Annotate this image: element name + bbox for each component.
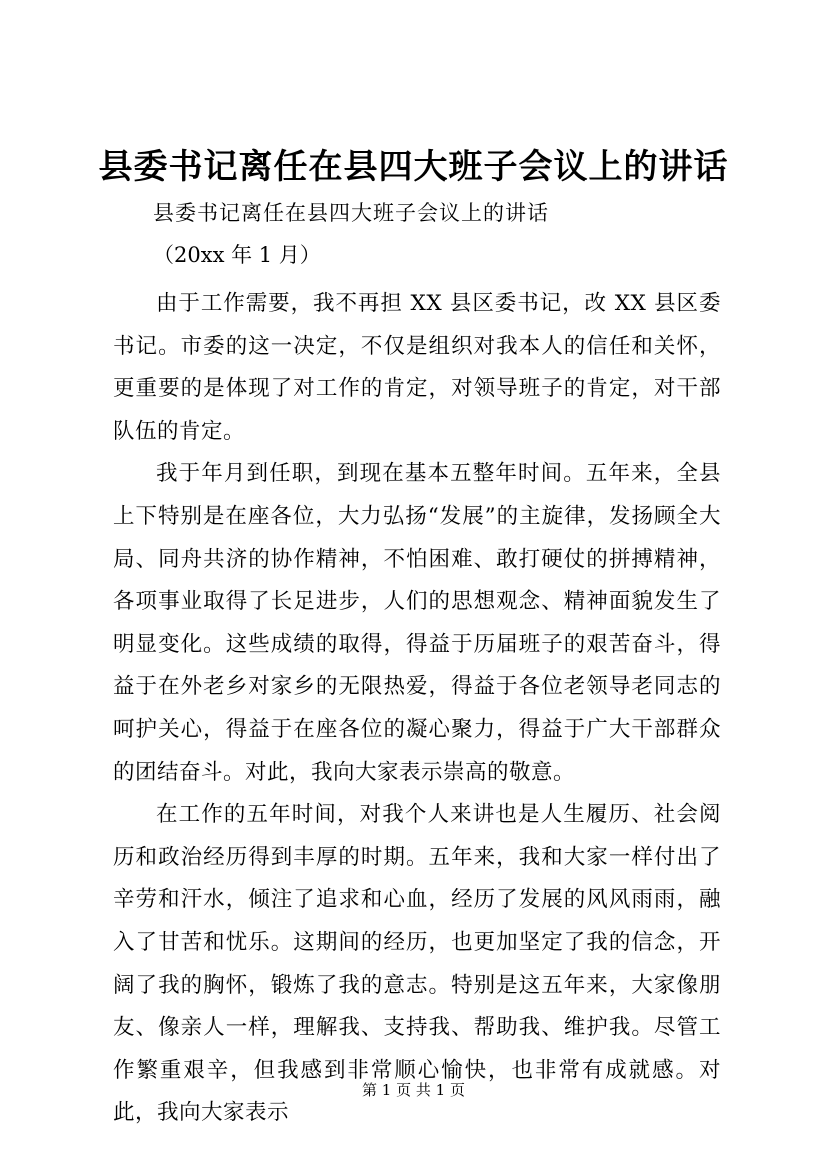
document-body <box>113 283 721 1135</box>
date-line: （20xx 年 1 月） <box>153 243 321 267</box>
paragraph: 我于年月到任职，到现在基本五整年时间。五年来，全县上下特别是在座各位，大力弘扬“发展”的主旋律，发扬顾全大局、同舟共济的协作精神，不怕困难、敢打硬仗的拼搏精神，各项事业取得了长足进步，人们的思想观念、精神面貌发生了明显变化。这些成绩的取得，得益于历届班子的艰苦奋斗，得益于在外老乡对家乡的无限热爱，得益于各位老领导老同志的呵护关心，得益于在座各位的凝心聚力，得益于广大干部群众的团结奋斗。对此，我向大家表示崇高的敬意。 <box>113 461 721 785</box>
document-subtitle: 县委书记离任在县四大班子会议上的讲话 <box>153 201 549 225</box>
paragraph: 在工作的五年时间，对我个人来讲也是人生履历、社会阅历和政治经历得到丰厚的时期。五年来，我和大家一样付出了辛劳和汗水，倾注了追求和心血，经历了发展的风风雨雨，融入了甘苦和忧乐。这期间的经历，也更加坚定了我的信念，开阔了我的胸怀，锻炼了我的意志。特别是这五年来，大家像朋友、像亲人一样，理解我、支持我、帮助我、维护我。尽管工作繁重艰辛，但我感到非常顺心愉快，也非常有成就感。对此，我向大家表示 <box>113 802 721 1126</box>
paragraph: 由于工作需要，我不再担 XX 县区委书记，改 XX 县区委书记。市委的这一决定，不仅是组织对我本人的信任和关怀，更重要的是体现了对工作的肯定，对领导班子的肯定，对干部队伍的肯定。 <box>113 291 721 444</box>
page-footer: 第 1 页 共 1 页 <box>362 1081 465 1099</box>
document-title: 县委书记离任在县四大班子会议上的讲话 <box>98 147 729 187</box>
